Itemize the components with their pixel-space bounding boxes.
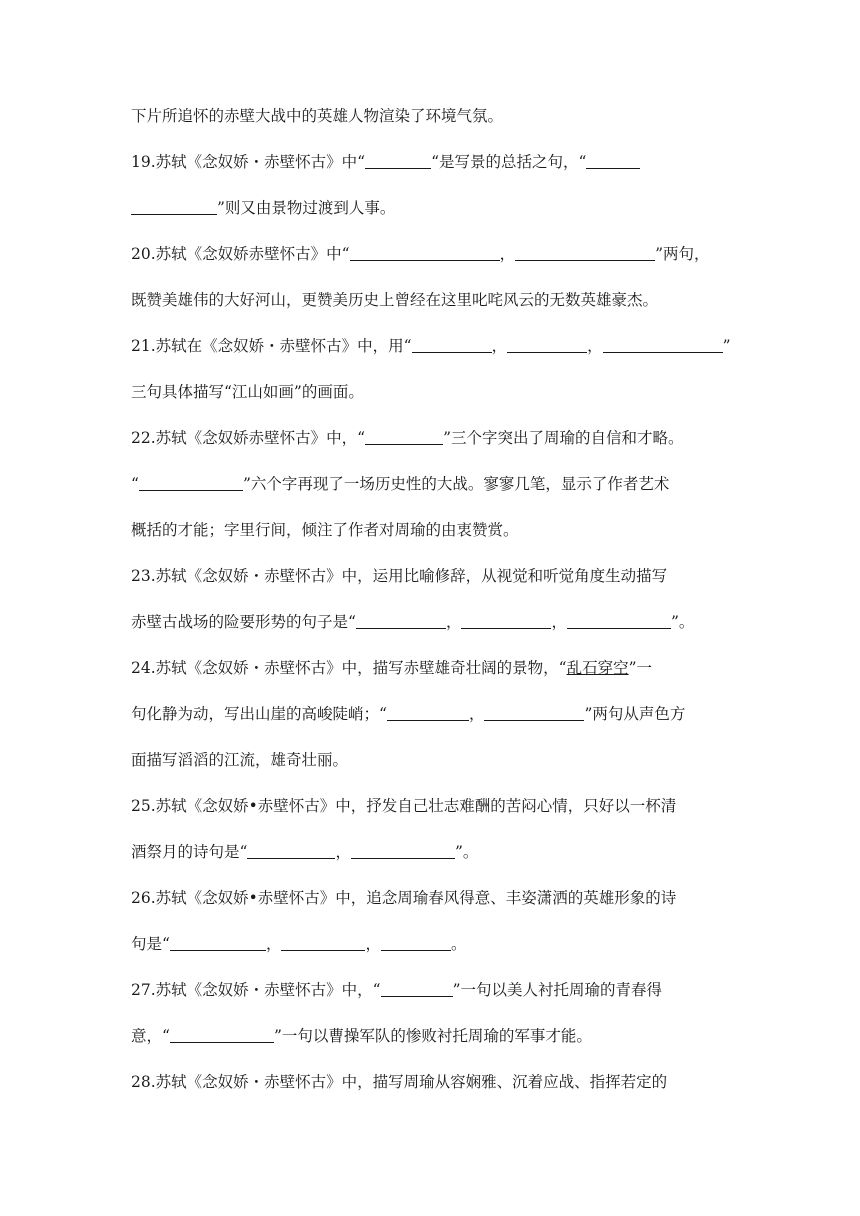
text-segment: 22.苏轼《念奴娇赤壁怀古》中，“ [131, 429, 366, 447]
text-line [131, 829, 731, 875]
text-line [131, 921, 731, 967]
document-page [131, 93, 731, 1105]
text-segment: ”两句， [655, 245, 710, 263]
text-line [131, 783, 731, 829]
text-line [131, 645, 731, 691]
fill-in-blank [387, 703, 469, 721]
text-line [131, 599, 731, 645]
fill-in-blank [281, 933, 365, 951]
fill-in-blank [507, 335, 587, 353]
text-line [131, 415, 731, 461]
fill-in-blank [365, 427, 443, 445]
text-segment: ， [265, 935, 282, 953]
text-segment: ， [491, 337, 508, 355]
text-line [131, 93, 731, 139]
text-segment: 下片所追怀的赤壁大战中的英雄人物渲染了环境气氛。 [131, 107, 504, 125]
text-segment: 面描写滔滔的江流，雄奇壮丽。 [131, 751, 349, 769]
text-segment: 既赞美雄伟的大好河山，更赞美历史上曾经在这里叱咤风云的无数英雄豪杰。 [131, 291, 659, 309]
text-line [131, 875, 731, 921]
text-segment: ”则又由景物过渡到人事。 [217, 199, 396, 217]
text-segment: 句是“ [131, 935, 170, 953]
fill-in-blank [484, 703, 584, 721]
text-segment: ， [365, 935, 381, 953]
text-segment: 赤壁古战场的险要形势的句子是“ [131, 613, 356, 631]
text-segment: ， [551, 613, 567, 631]
text-line [131, 369, 731, 415]
fill-in-blank [247, 841, 335, 859]
text-segment: 21.苏轼在《念奴娇・赤壁怀古》中，用“ [131, 337, 412, 355]
fill-in-blank [603, 335, 723, 353]
fill-in-blank [131, 197, 217, 215]
text-line [131, 553, 731, 599]
fill-in-blank [567, 611, 671, 629]
text-line [131, 139, 731, 185]
text-segment: 25.苏轼《念奴娇•赤壁怀古》中，抒发自己壮志难酬的苦闷心情，只好以一杯清 [131, 797, 677, 815]
underlined-quote: 乱石穿空 [566, 659, 629, 677]
text-line [131, 461, 731, 507]
text-segment: 20.苏轼《念奴娇赤壁怀古》中“ [131, 245, 350, 263]
text-segment: ”一句以曹操军队的惨败衬托周瑜的军事才能。 [273, 1027, 592, 1045]
text-segment: 27.苏轼《念奴娇・赤壁怀古》中，“ [131, 981, 381, 999]
fill-in-blank [412, 335, 492, 353]
fill-in-blank [139, 473, 243, 491]
fill-in-blank [170, 933, 266, 951]
text-segment: ”。 [454, 843, 479, 861]
text-segment: ”六个字再现了一场历史性的大战。寥寥几笔，显示了作者艺术 [242, 475, 670, 493]
text-segment: ， [445, 613, 462, 631]
text-segment: ”两句从声色方 [584, 705, 686, 723]
fill-in-blank [586, 151, 640, 169]
text-segment: ”一 [628, 659, 653, 677]
fill-in-blank [381, 979, 453, 997]
text-segment: ， [587, 337, 603, 355]
text-segment: 意，“ [131, 1027, 170, 1045]
text-segment: 23.苏轼《念奴娇・赤壁怀古》中，运用比喻修辞，从视觉和听觉角度生动描写 [131, 567, 668, 585]
text-segment: 酒祭月的诗句是“ [131, 843, 248, 861]
text-line [131, 1059, 731, 1105]
text-line [131, 691, 731, 737]
text-segment: 28.苏轼《念奴娇・赤壁怀古》中，描写周瑜从容娴雅、沉着应战、指挥若定的 [131, 1073, 668, 1091]
text-segment: 26.苏轼《念奴娇•赤壁怀古》中，追念周瑜春风得意、丰姿潇洒的英雄形象的诗 [131, 889, 677, 907]
text-segment: “是写景的总括之句，“ [431, 153, 587, 171]
text-segment: ， [468, 705, 485, 723]
fill-in-blank [350, 243, 500, 261]
fill-in-blank [515, 243, 655, 261]
text-line [131, 185, 731, 231]
text-segment: ， [499, 245, 516, 263]
text-segment: ”一句以美人衬托周瑜的青春得 [452, 981, 663, 999]
text-line [131, 277, 731, 323]
text-segment: ” [722, 337, 731, 355]
fill-in-blank [356, 611, 446, 629]
text-line [131, 737, 731, 783]
fill-in-blank [365, 151, 431, 169]
fill-in-blank [381, 933, 451, 951]
text-segment: 24.苏轼《念奴娇・赤壁怀古》中，描写赤壁雄奇壮阔的景物，“ [131, 659, 567, 677]
text-line [131, 231, 731, 277]
text-segment: 19.苏轼《念奴娇・赤壁怀古》中“ [131, 153, 366, 171]
text-segment: 。 [450, 935, 467, 953]
text-segment: 三句具体描写“江山如画”的画面。 [131, 383, 364, 401]
text-segment: ”三个字突出了周瑜的自信和才略。 [443, 429, 684, 447]
text-segment: “ [131, 475, 139, 493]
fill-in-blank [170, 1025, 274, 1043]
text-line [131, 323, 731, 369]
text-line [131, 507, 731, 553]
text-line [131, 1013, 731, 1059]
fill-in-blank [461, 611, 551, 629]
text-segment: 句化静为动，写出山崖的高峻陡峭；“ [131, 705, 387, 723]
fill-in-blank [351, 841, 455, 859]
text-segment: ， [335, 843, 351, 861]
text-line [131, 967, 731, 1013]
text-segment: ”。 [670, 613, 695, 631]
text-segment: 概括的才能；字里行间，倾注了作者对周瑜的由衷赞赏。 [131, 521, 519, 539]
